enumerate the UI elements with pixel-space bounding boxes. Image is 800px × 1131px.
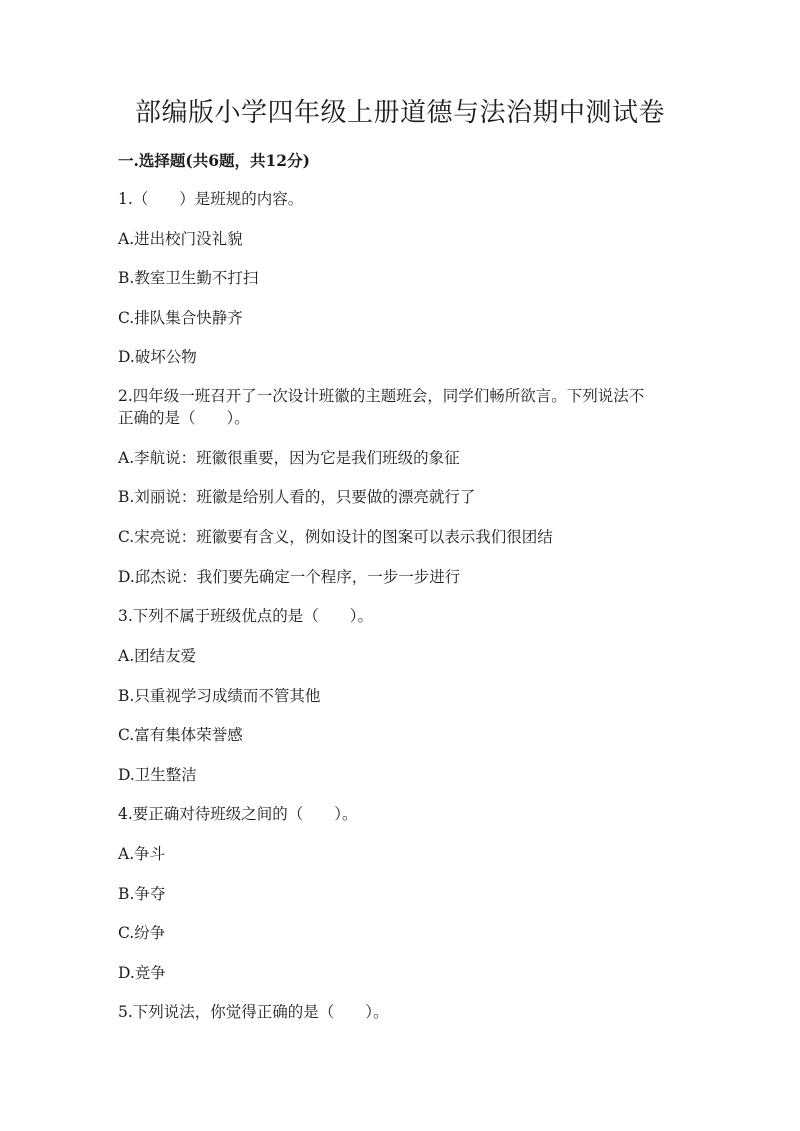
question-4-option-a: A.争斗 [118,845,166,863]
question-2-option-a: A.李航说：班徽很重要，因为它是我们班级的象征 [118,449,460,467]
question-2-stem-line-1: 2.四年级一班召开了一次设计班徽的主题班会，同学们畅所欲言。下列说法不 [118,387,645,405]
question-2-option-c: C.宋亮说：班徽要有含义，例如设计的图案可以表示我们很团结 [118,528,553,546]
question-2-option-b: B.刘丽说：班徽是给别人看的，只要做的漂亮就行了 [118,488,476,506]
question-5-stem: 5.下列说法，你觉得正确的是（ ）。 [118,1003,389,1021]
question-4-option-c: C.纷争 [118,924,166,942]
section-heading: 一.选择题(共6题，共12分) [118,151,310,170]
question-3-stem: 3.下列不属于班级优点的是（ ）。 [118,607,374,625]
question-1-option-d: D.破坏公物 [118,348,197,366]
question-1-option-a: A.进出校门没礼貌 [118,230,243,248]
question-1-option-c: C.排队集合快静齐 [118,309,243,327]
question-3-option-a: A.团结友爱 [118,647,197,665]
question-1-stem: 1.（ ）是班规的内容。 [118,190,304,208]
question-2-option-d: D.邱杰说：我们要先确定一个程序，一步一步进行 [118,568,461,586]
question-4-option-b: B.争夺 [118,885,166,903]
question-3-option-b: B.只重视学习成绩而不管其他 [118,687,321,705]
question-3-option-d: D.卫生整洁 [118,766,197,784]
page-title: 部编版小学四年级上册道德与法治期中测试卷 [134,98,665,128]
question-3-option-c: C.富有集体荣誉感 [118,726,243,744]
question-1-option-b: B.教室卫生勤不打扫 [118,269,259,287]
question-2-stem-line-2: 正确的是（ ）。 [118,409,250,427]
question-4-option-d: D.竞争 [118,964,166,982]
question-4-stem: 4.要正确对待班级之间的（ ）。 [118,805,358,823]
